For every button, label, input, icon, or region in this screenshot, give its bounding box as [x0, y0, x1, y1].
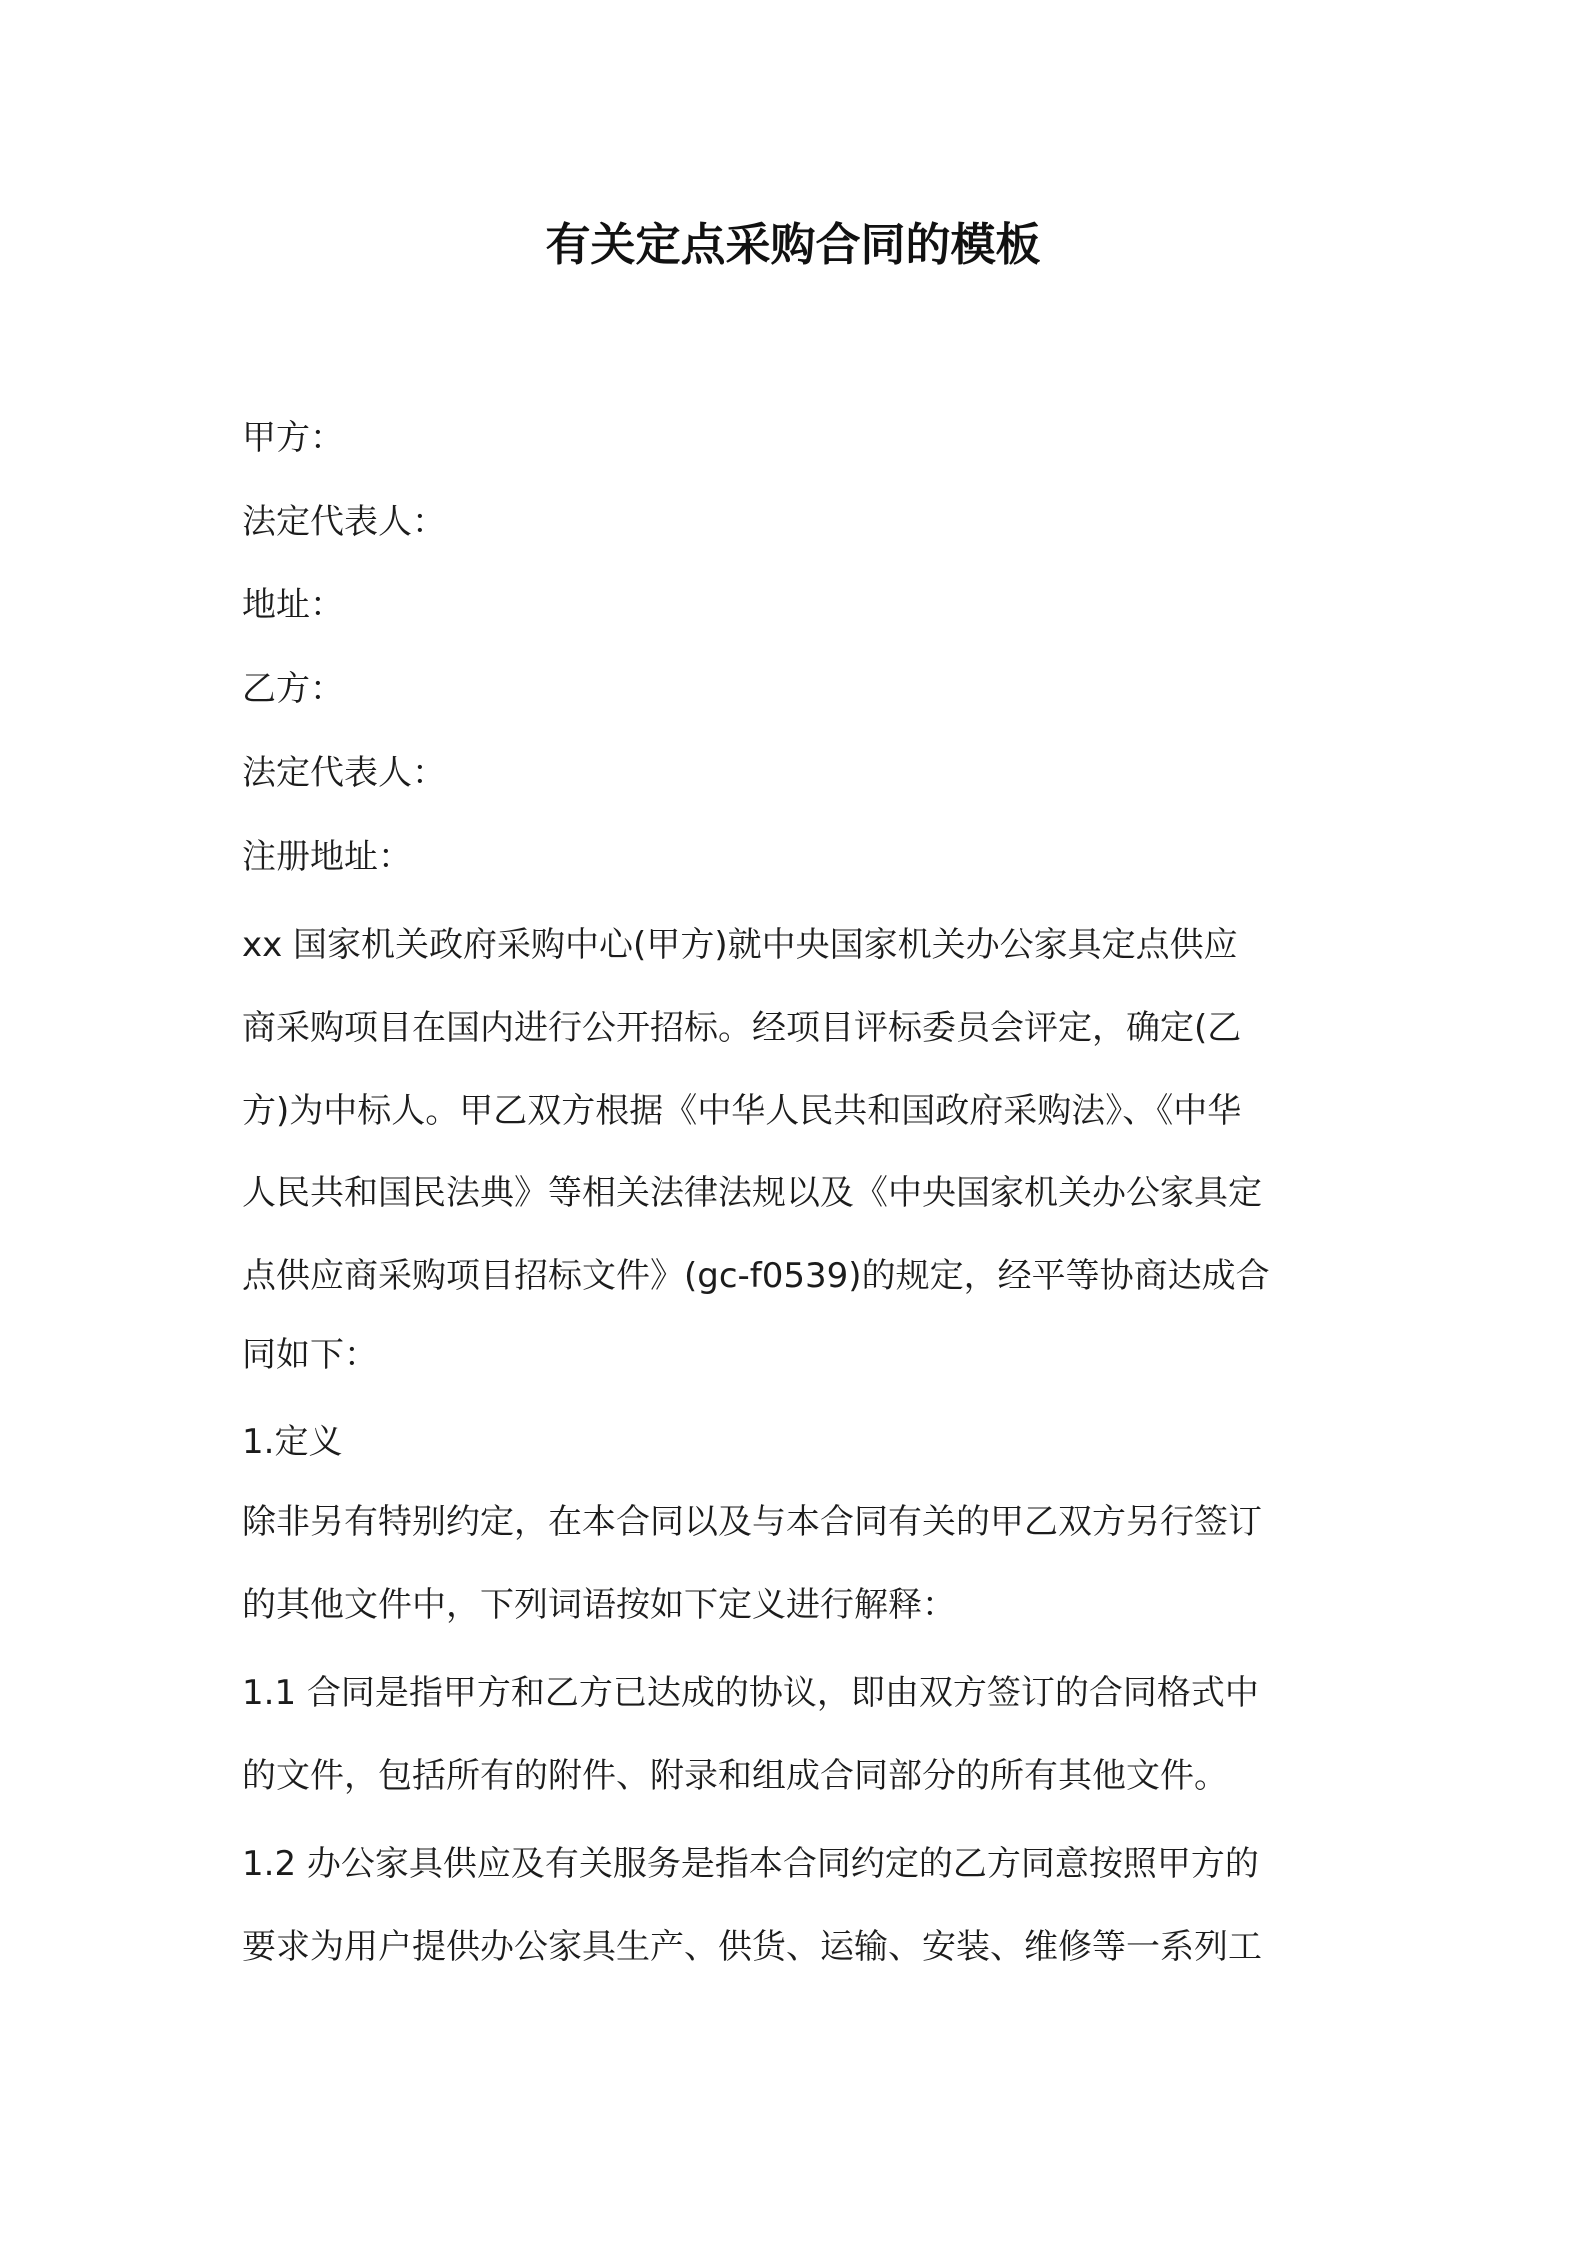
preamble-line: xx 国家机关政府采购中心(甲方)就中央国家机关办公家具定点供应: [242, 925, 1238, 965]
clause-line: 要求为用户提供办公家具生产、供货、运输、安装、维修等一系列工: [242, 1927, 1262, 1967]
clause-line: 的文件，包括所有的附件、附录和组成合同部分的所有其他文件。: [242, 1756, 1228, 1796]
preamble-line: 同如下：: [242, 1335, 378, 1375]
document-title: 有关定点采购合同的模板: [545, 218, 1041, 271]
party-b-registered-address-field: 注册地址：: [242, 837, 412, 877]
clause-line: 1.1 合同是指甲方和乙方已达成的协议，即由双方签订的合同格式中: [242, 1673, 1259, 1713]
party-a-legal-rep-field: 法定代表人：: [242, 502, 446, 542]
section-intro-line: 的其他文件中，下列词语按如下定义进行解释：: [242, 1585, 956, 1625]
preamble-line: 人民共和国民法典》等相关法律法规以及《中央国家机关办公家具定: [242, 1173, 1262, 1213]
clause-line: 1.2 办公家具供应及有关服务是指本合同约定的乙方同意按照甲方的: [242, 1844, 1259, 1884]
preamble-line: 点供应商采购项目招标文件》(gc-f0539)的规定，经平等协商达成合: [242, 1256, 1270, 1296]
party-a-field: 甲方：: [242, 418, 344, 458]
party-a-address-field: 地址：: [242, 585, 344, 625]
section-intro-line: 除非另有特别约定，在本合同以及与本合同有关的甲乙双方另行签订: [242, 1502, 1262, 1542]
preamble-line: 商采购项目在国内进行公开招标。经项目评标委员会评定，确定(乙: [242, 1008, 1242, 1048]
party-b-field: 乙方：: [242, 669, 344, 709]
party-b-legal-rep-field: 法定代表人：: [242, 753, 446, 793]
section-heading: 1.定义: [242, 1422, 343, 1462]
preamble-line: 方)为中标人。甲乙双方根据《中华人民共和国政府采购法》、《中华: [242, 1091, 1242, 1131]
